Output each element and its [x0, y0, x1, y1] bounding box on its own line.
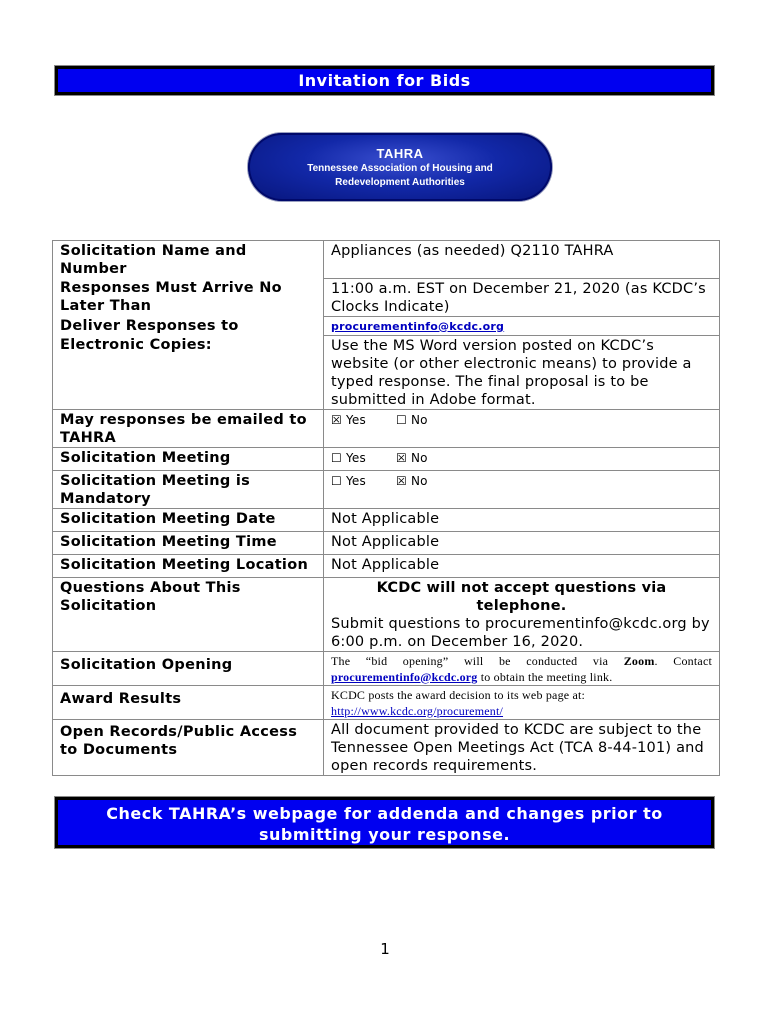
- row-value: Not Applicable: [324, 508, 720, 531]
- table-row: [53, 409, 720, 447]
- row-label: Responses Must Arrive No Later Than: [53, 278, 324, 316]
- questions-instructions: Submit questions to procurementinfo@kcdc.org by 6:00 p.m. on December 16, 2020.: [331, 615, 710, 650]
- yes-checkbox[interactable]: ☐ Yes: [331, 473, 366, 488]
- opening-text: The “bid opening” will be conducted via: [331, 653, 609, 668]
- no-checkbox[interactable]: ☒ No: [396, 450, 428, 465]
- row-value: Not Applicable: [324, 554, 720, 577]
- no-checkbox[interactable]: ☐ No: [396, 412, 428, 427]
- table-row: [53, 335, 720, 409]
- table-row: [53, 447, 720, 470]
- yes-checkbox[interactable]: ☒ Yes: [331, 412, 366, 427]
- row-label: Solicitation Meeting Time: [53, 531, 324, 554]
- row-value: 11:00 a.m. EST on December 21, 2020 (as KCDC’s Clocks Indicate): [324, 278, 720, 316]
- procurement-url-link[interactable]: http://www.kcdc.org/procurement/: [331, 703, 504, 718]
- solicitation-table: [52, 240, 720, 776]
- row-value: Use the MS Word version posted on KCDC’s website (or other electronic means) to provide a typed response. The final proposal is to be submitted in Adobe format.: [324, 335, 720, 409]
- page-number: 1: [380, 940, 390, 958]
- delivery-email-link[interactable]: procurementinfo@kcdc.org: [331, 319, 505, 333]
- table-row: [53, 241, 720, 279]
- logo-line1: Tennessee Association of Housing and: [307, 163, 493, 174]
- row-label: May responses be emailed to TAHRA: [53, 409, 324, 447]
- yes-checkbox[interactable]: ☐ Yes: [331, 450, 366, 465]
- opening-email-link[interactable]: procurementinfo@kcdc.org: [331, 669, 478, 684]
- page-title: Invitation for Bids: [55, 66, 714, 95]
- row-label: Deliver Responses to: [53, 316, 324, 335]
- no-checkbox[interactable]: ☒ No: [396, 473, 428, 488]
- table-row: [53, 719, 720, 775]
- table-row: [53, 316, 720, 335]
- row-label: Solicitation Meeting is Mandatory: [53, 470, 324, 508]
- table-row: [53, 577, 720, 651]
- row-label: Solicitation Meeting: [53, 447, 324, 470]
- table-row: [53, 278, 720, 316]
- row-label: Solicitation Name and Number: [53, 241, 324, 279]
- table-row: [53, 508, 720, 531]
- row-label: Questions About This Solicitation: [53, 577, 324, 651]
- table-row: [53, 554, 720, 577]
- row-label: Solicitation Opening: [53, 651, 324, 685]
- row-value: All document provided to KCDC are subject to the Tennessee Open Meetings Act (TCA 8-44-101) and open records requirements.: [324, 719, 720, 775]
- award-text: KCDC posts the award decision to its web page at:: [331, 687, 586, 702]
- row-label: Solicitation Meeting Location: [53, 554, 324, 577]
- row-label: Open Records/Public Access to Documents: [53, 719, 324, 775]
- logo-name: TAHRA: [376, 146, 424, 161]
- row-label: Award Results: [53, 685, 324, 719]
- row-label: Solicitation Meeting Date: [53, 508, 324, 531]
- zoom-label: Zoom: [623, 653, 655, 668]
- tahra-logo: [248, 133, 552, 201]
- addenda-notice: Check TAHRA’s webpage for addenda and changes prior to submitting your response.: [55, 797, 714, 848]
- table-row: [53, 685, 720, 719]
- logo-line2: Redevelopment Authorities: [335, 177, 465, 188]
- table-row: Solicitation Opening The “bid opening” will be conducted via Zoom. Contact procurementinfo@kcdc.org to obtain the meeting link.: [53, 651, 720, 685]
- row-value: Appliances (as needed) Q2110 TAHRA: [324, 241, 720, 279]
- row-value: Not Applicable: [324, 531, 720, 554]
- no-phone-notice: KCDC will not accept questions via telephone.: [376, 579, 667, 614]
- row-label: Electronic Copies:: [53, 335, 324, 409]
- table-row: [53, 470, 720, 508]
- table-row: [53, 531, 720, 554]
